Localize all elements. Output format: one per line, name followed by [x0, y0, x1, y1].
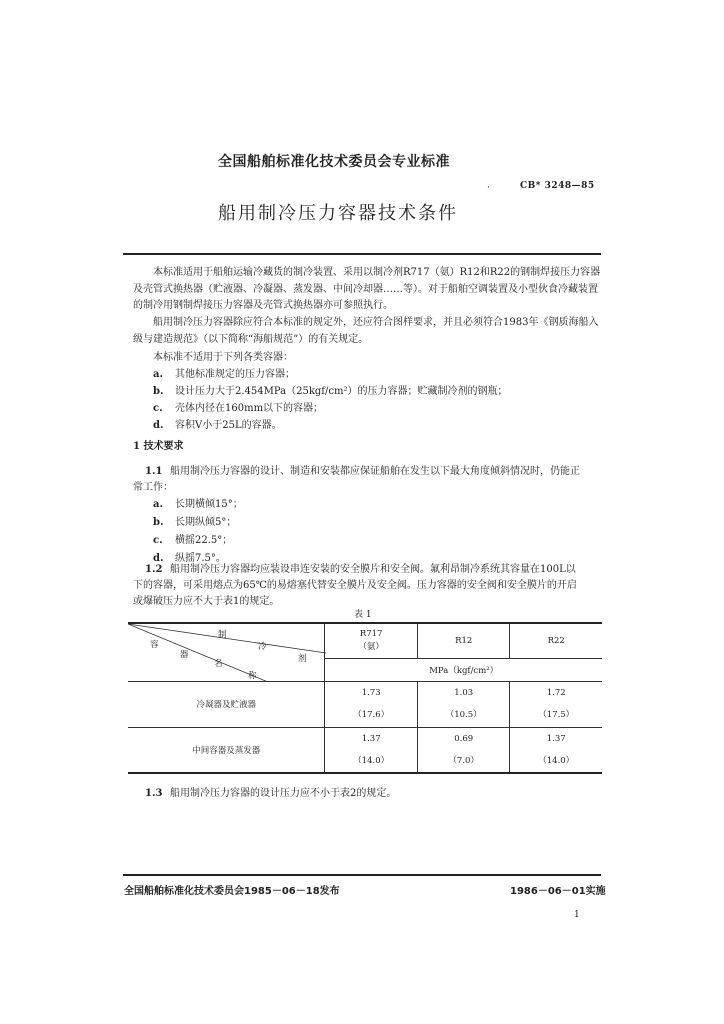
standard-code: CB* 3248—85: [520, 181, 595, 191]
clause-1-3: 1.3 船用制冷压力容器的设计压力应不小于表2的规定。: [145, 788, 397, 799]
issuing-organization: 全国船舶标准化技术委员会专业标准: [218, 154, 450, 170]
exclusion-item: c. 壳体内径在160mm以下的容器；: [153, 403, 324, 414]
exclusion-item: d. 容积V小于25L的容器。: [153, 420, 282, 431]
value-cell: 1.37 （14.0）: [325, 727, 418, 773]
corner-diagonals: [128, 624, 326, 682]
corner-label: 容: [150, 640, 159, 650]
clause-1-1-line-1: 1.1 船用制冷压力容器的设计、制造和安装都应保证船舶在发生以下最大角度倾斜情况时，仍能正: [145, 466, 580, 477]
unit-row: MPa（kgf/cm²）: [325, 658, 602, 681]
section-heading: 1 技术要求: [133, 441, 184, 452]
issue-date: 全国船舶标准化技术委员会1985－06－18发布: [124, 886, 340, 897]
corner-label: 器: [180, 650, 189, 660]
page-number: 1: [574, 910, 580, 920]
effective-date: 1986－06－01实施: [510, 886, 606, 897]
tilt-item: c. 横摇22.5°；: [153, 535, 233, 546]
corner-label: 制: [218, 630, 227, 640]
value-cell: 1.03 （10.5）: [417, 681, 510, 727]
table-caption: 表 1: [354, 610, 372, 620]
dot-mark: ·: [487, 183, 490, 193]
intro-paragraph-1: 本标准适用于船舶运输冷藏货的制冷装置、采用以制冷剂R717（氨）R12和R22的钢制焊接压力容器及壳管式换热器（贮液器、冷凝器、蒸发器、中间冷却器……等）。对于船舶空调装置及小型伙食冷藏装置的制冷用钢制焊接压力容器及壳管式换热器亦可参照执行。: [133, 267, 601, 311]
exclusion-item: b. 设计压力大于2.454MPa（25kgf/cm²）的压力容器；贮藏制冷剂的钢瓶；: [153, 386, 508, 397]
bottom-rule: [123, 874, 601, 876]
intro-paragraph-3: 本标准不适用于下列各类容器：: [153, 352, 293, 363]
value-cell: 1.72 （17.5）: [510, 681, 602, 727]
value-cell: 1.73 （17.6）: [325, 681, 418, 727]
value-cell: 0.69 （7.0）: [417, 727, 510, 773]
value-cell: 1.37 （14.0）: [510, 727, 602, 773]
row-name: 中间容器及蒸发器: [128, 727, 325, 773]
clause-1-2-line-2: 下的容器，可采用熔点为65℃的易熔塞代替安全膜片及安全阀。压力容器的安全阀和安全膜片的开启: [133, 580, 577, 591]
tilt-item: b. 长期纵倾5°；: [153, 517, 237, 528]
tilt-item: d. 纵摇7.5°。: [153, 553, 226, 564]
corner-label: 名: [214, 659, 223, 669]
exclusion-item: a. 其他标准规定的压力容器；: [153, 369, 295, 380]
corner-label: 称: [248, 671, 257, 681]
document-title: 船用制冷压力容器技术条件: [218, 203, 458, 224]
top-rule: [123, 253, 601, 255]
column-header-r717: R717 （氨）: [325, 623, 418, 658]
row-name: 冷凝器及贮液器: [128, 681, 325, 727]
table-row: [128, 727, 602, 773]
column-header-r22: R22: [510, 623, 602, 658]
tilt-item: a. 长期横倾15°；: [153, 499, 243, 510]
clause-1-2-line-3: 或爆破压力应不大于表1的规定。: [133, 596, 280, 607]
pressure-table: [128, 622, 602, 774]
corner-label: 剂: [298, 654, 307, 664]
table-corner-cell: [128, 623, 325, 681]
column-header-r12: R12: [417, 623, 510, 658]
clause-1-2-line-1: 1.2 船用制冷压力容器均应装设串连安装的安全膜片和安全阀。氟利昂制冷系统其容量在100L以: [145, 564, 576, 575]
table-row: [128, 681, 602, 727]
clause-1-1-line-2: 常工作：: [133, 482, 173, 493]
corner-label: 冷: [258, 642, 267, 652]
intro-paragraph-2: 船用制冷压力容器除应符合本标准的规定外，还应符合图样要求，并且必须符合1983年《钢质海船入级与建造规范》（以下简称“海船规范”）的有关规定。: [133, 317, 599, 345]
